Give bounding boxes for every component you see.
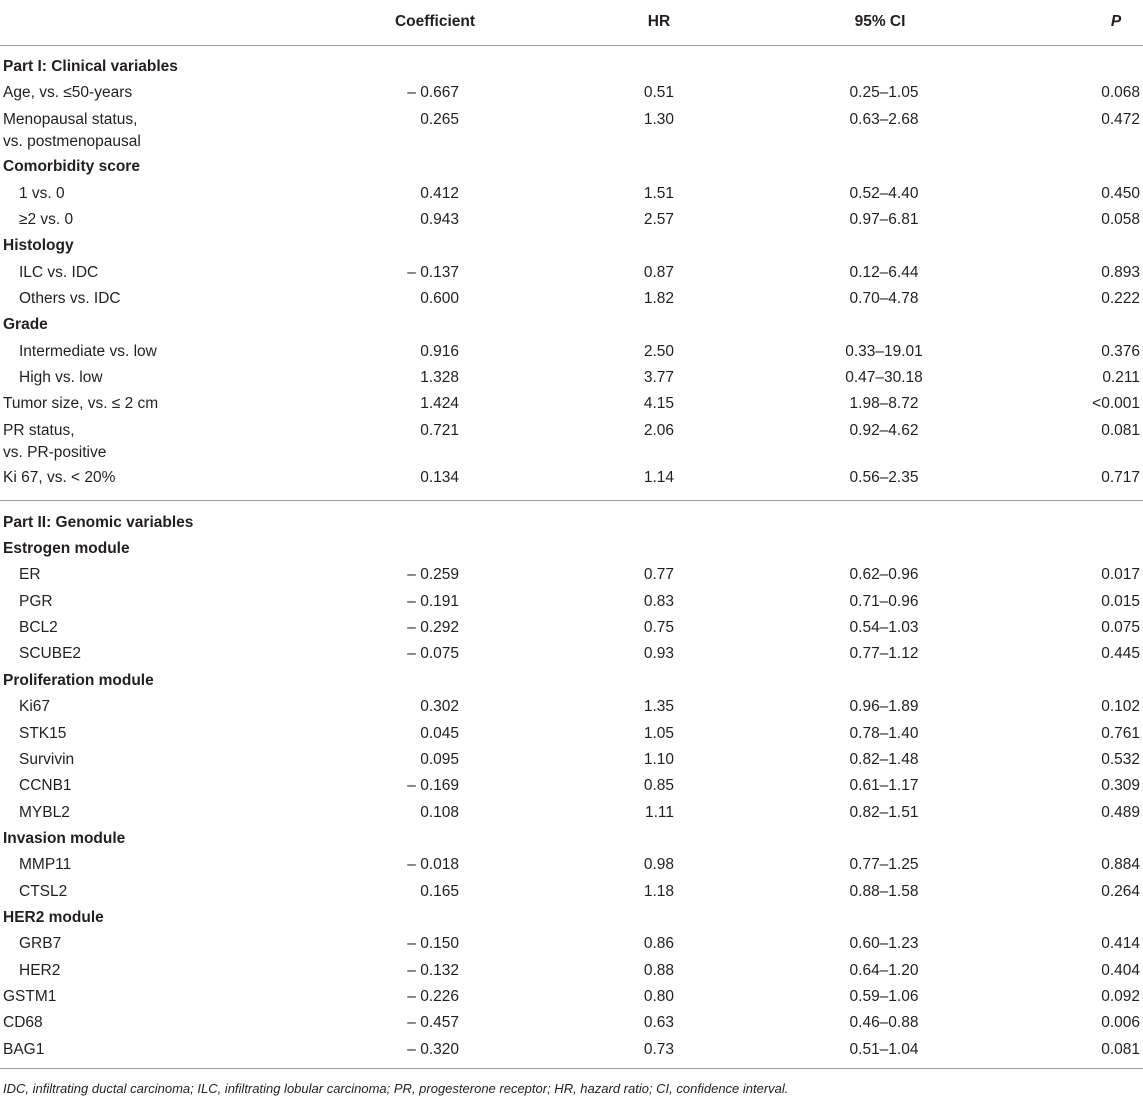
hr-value: 1.82 xyxy=(643,290,674,308)
ci-value: 0.33–19.01 xyxy=(845,342,923,360)
p-value: 0.445 xyxy=(1101,645,1140,663)
ci-value: 0.51–1.04 xyxy=(849,1040,919,1058)
ci-value: 0.56–2.35 xyxy=(849,469,919,487)
coefficient-value: – 0.226 xyxy=(407,987,459,1005)
variable-label: ILC vs. IDC xyxy=(19,263,99,281)
coefficient-value: 0.108 xyxy=(420,803,459,821)
ci-value: 0.59–1.06 xyxy=(849,987,919,1005)
row-grb7 xyxy=(0,931,1143,957)
hr-value: 0.83 xyxy=(643,592,674,610)
row-bag1 xyxy=(0,1037,1143,1063)
variable-label: HER2 xyxy=(19,961,61,979)
group-label: Invasion module xyxy=(3,829,126,847)
coefficient-value: 0.265 xyxy=(420,110,459,128)
coefficient-value: – 0.457 xyxy=(407,1014,459,1032)
row-pr-status xyxy=(0,418,1143,466)
ci-value: 0.96–1.89 xyxy=(849,698,919,716)
ci-value: 0.78–1.40 xyxy=(849,724,919,742)
row-mybl2 xyxy=(0,800,1143,826)
group-heading-her2 xyxy=(0,905,1143,931)
row-grade-intermediate xyxy=(0,339,1143,365)
p-value: 0.376 xyxy=(1101,342,1140,360)
row-gstm1 xyxy=(0,984,1143,1010)
row-ki-67 xyxy=(0,465,1143,491)
hr-value: 0.93 xyxy=(643,645,674,663)
variable-label: Intermediate vs. low xyxy=(19,342,157,360)
p-value: 0.092 xyxy=(1101,987,1140,1005)
hr-value: 0.63 xyxy=(643,1014,674,1032)
variable-label: CCNB1 xyxy=(19,777,72,795)
group-heading-invasion xyxy=(0,826,1143,852)
variable-label: GSTM1 xyxy=(3,987,57,1005)
hr-value: 1.11 xyxy=(644,803,674,821)
ci-value: 0.52–4.40 xyxy=(849,184,919,202)
hr-value: 0.51 xyxy=(643,84,674,102)
row-mmp11 xyxy=(0,852,1143,878)
row-comorbidity-2plus xyxy=(0,207,1143,233)
hr-value: 2.50 xyxy=(643,342,674,360)
p-value: 0.489 xyxy=(1101,803,1140,821)
hr-value: 1.18 xyxy=(643,882,674,900)
coefficient-value: – 0.259 xyxy=(407,566,459,584)
row-grade-high xyxy=(0,365,1143,391)
hr-value: 0.80 xyxy=(643,987,674,1005)
group-heading-proliferation xyxy=(0,668,1143,694)
hr-value: 1.10 xyxy=(643,750,674,768)
ci-value: 0.25–1.05 xyxy=(849,84,919,102)
coefficient-value: 0.412 xyxy=(420,184,459,202)
p-value: 0.404 xyxy=(1101,961,1140,979)
ci-value: 0.97–6.81 xyxy=(849,211,919,229)
ci-value: 0.77–1.25 xyxy=(849,856,919,874)
header-p: P xyxy=(1110,13,1122,30)
ci-value: 0.60–1.23 xyxy=(849,935,919,953)
variable-label: Survivin xyxy=(19,750,75,768)
variable-label: Age, vs. ≤50-years xyxy=(3,84,133,102)
variable-label: ≥2 vs. 0 xyxy=(19,211,74,229)
p-value: 0.017 xyxy=(1101,566,1140,584)
group-label: HER2 module xyxy=(3,908,104,926)
variable-label: Others vs. IDC xyxy=(19,290,121,308)
variable-label: PGR xyxy=(19,592,53,610)
hr-value: 0.77 xyxy=(643,566,674,584)
p-value: 0.893 xyxy=(1101,263,1140,281)
variable-label: PR status, vs. PR-positive xyxy=(3,421,107,461)
group-label: Histology xyxy=(3,237,74,255)
hr-value: 1.14 xyxy=(643,469,674,487)
coefficient-value: – 0.169 xyxy=(407,777,459,795)
p-value: 0.222 xyxy=(1101,290,1140,308)
variable-label: CD68 xyxy=(3,1014,43,1032)
ci-value: 0.46–0.88 xyxy=(849,1014,919,1032)
p-value: 0.309 xyxy=(1101,777,1140,795)
coefficient-value: 1.328 xyxy=(420,369,459,387)
row-stk15 xyxy=(0,721,1143,747)
ci-value: 0.88–1.58 xyxy=(849,882,919,900)
ci-value: 0.12–6.44 xyxy=(849,263,919,281)
variable-label: Tumor size, vs. ≤ 2 cm xyxy=(3,395,159,413)
group-heading-comorbidity xyxy=(0,154,1143,180)
hr-value: 0.73 xyxy=(643,1040,674,1058)
p-value: 0.068 xyxy=(1101,84,1140,102)
p-value: <0.001 xyxy=(1092,395,1140,413)
row-bcl2 xyxy=(0,615,1143,641)
variable-label: CTSL2 xyxy=(19,882,68,900)
p-value: 0.081 xyxy=(1101,1040,1140,1058)
row-age xyxy=(0,80,1143,106)
coefficient-value: – 0.018 xyxy=(407,856,459,874)
row-histology-ilc xyxy=(0,260,1143,286)
ci-value: 0.82–1.51 xyxy=(849,803,919,821)
row-scube2 xyxy=(0,641,1143,667)
variable-label: BAG1 xyxy=(3,1040,45,1058)
coefficient-value: – 0.075 xyxy=(407,645,459,663)
header-coefficient: Coefficient xyxy=(394,13,476,30)
table-header xyxy=(0,0,1143,46)
hr-value: 0.86 xyxy=(643,935,674,953)
section-title: Part II: Genomic variables xyxy=(3,513,194,531)
p-value: 0.075 xyxy=(1101,619,1140,637)
variable-label: High vs. low xyxy=(19,369,103,387)
p-value: 0.414 xyxy=(1101,935,1140,953)
coefficient-value: – 0.191 xyxy=(407,592,459,610)
hr-value: 2.06 xyxy=(643,421,674,439)
hr-value: 0.98 xyxy=(643,856,674,874)
ci-value: 0.71–0.96 xyxy=(849,592,919,610)
coefficient-value: – 0.320 xyxy=(407,1040,459,1058)
p-value: 0.102 xyxy=(1101,698,1140,716)
p-value: 0.472 xyxy=(1101,110,1140,128)
ci-value: 0.70–4.78 xyxy=(849,290,919,308)
coefficient-value: 0.045 xyxy=(420,724,459,742)
coefficient-value: – 0.150 xyxy=(407,935,459,953)
row-her2 xyxy=(0,958,1143,984)
hr-value: 2.57 xyxy=(643,211,674,229)
group-label: Estrogen module xyxy=(3,540,130,558)
coefficient-value: 0.916 xyxy=(420,342,459,360)
ci-value: 0.92–4.62 xyxy=(849,421,919,439)
ci-value: 0.64–1.20 xyxy=(849,961,919,979)
hr-value: 0.87 xyxy=(643,263,674,281)
header-ci: 95% CI xyxy=(854,13,906,30)
row-histology-others xyxy=(0,286,1143,312)
hr-value: 1.05 xyxy=(643,724,674,742)
coefficient-value: 0.134 xyxy=(420,469,459,487)
group-label: Comorbidity score xyxy=(3,158,140,176)
hr-value: 3.77 xyxy=(643,369,674,387)
p-value: 0.006 xyxy=(1101,1014,1140,1032)
coefficient-value: – 0.667 xyxy=(407,84,459,102)
p-value: 0.081 xyxy=(1101,421,1140,439)
ci-value: 1.98–8.72 xyxy=(849,395,919,413)
hr-value: 1.30 xyxy=(643,110,674,128)
p-value: 0.015 xyxy=(1101,592,1140,610)
section-title-part2 xyxy=(0,510,1143,536)
coefficient-value: – 0.292 xyxy=(407,619,459,637)
row-ccnb1 xyxy=(0,773,1143,799)
variable-label: 1 vs. 0 xyxy=(19,184,65,202)
variable-label: MYBL2 xyxy=(19,803,70,821)
coefficient-value: 0.943 xyxy=(420,211,459,229)
hr-value: 1.35 xyxy=(643,698,674,716)
group-label: Grade xyxy=(3,316,48,334)
coefficient-value: 0.095 xyxy=(420,750,459,768)
row-pgr xyxy=(0,589,1143,615)
p-value: 0.058 xyxy=(1101,211,1140,229)
coefficient-value: – 0.132 xyxy=(407,961,459,979)
variable-label: Ki67 xyxy=(19,698,51,716)
hr-value: 0.85 xyxy=(643,777,674,795)
variable-label: SCUBE2 xyxy=(19,645,82,663)
p-value: 0.264 xyxy=(1101,882,1140,900)
row-ki67 xyxy=(0,694,1143,720)
ci-value: 0.47–30.18 xyxy=(845,369,923,387)
row-tumor-size xyxy=(0,391,1143,417)
row-ctsl2 xyxy=(0,879,1143,905)
section-genomic-variables xyxy=(0,500,1143,1069)
row-menopausal-status xyxy=(0,107,1143,155)
hr-value: 1.51 xyxy=(643,184,674,202)
ci-value: 0.54–1.03 xyxy=(849,619,919,637)
variable-label: MMP11 xyxy=(19,856,72,874)
coefficient-value: 1.424 xyxy=(420,395,459,413)
hr-value: 0.75 xyxy=(643,619,674,637)
row-cd68 xyxy=(0,1010,1143,1036)
coefficient-value: 0.302 xyxy=(420,698,459,716)
variable-label: BCL2 xyxy=(19,619,58,637)
ci-value: 0.63–2.68 xyxy=(849,110,919,128)
coefficient-value: – 0.137 xyxy=(407,263,459,281)
group-label: Proliferation module xyxy=(3,671,154,689)
p-value: 0.532 xyxy=(1101,750,1140,768)
ci-value: 0.61–1.17 xyxy=(849,777,919,795)
row-survivin xyxy=(0,747,1143,773)
p-value: 0.761 xyxy=(1101,724,1140,742)
section-title: Part I: Clinical variables xyxy=(3,58,178,75)
hr-value: 0.88 xyxy=(643,961,674,979)
coefficient-value: 0.165 xyxy=(420,882,459,900)
section-title-part1 xyxy=(0,54,1143,80)
table-footnote: IDC, infiltrating ductal carcinoma; ILC, infiltrating lobular carcinoma; PR, progesterone receptor; HR, hazard ratio; CI, confidence interval. xyxy=(3,1080,789,1096)
variable-label: STK15 xyxy=(19,724,67,742)
row-comorbidity-1 xyxy=(0,181,1143,207)
section-clinical-variables xyxy=(0,46,1143,500)
ci-value: 0.82–1.48 xyxy=(849,750,919,768)
hr-value: 4.15 xyxy=(643,395,674,413)
p-value: 0.717 xyxy=(1101,469,1140,487)
variable-label: Menopausal status, vs. postmenopausal xyxy=(3,110,141,150)
coefficient-value: 0.721 xyxy=(420,421,459,439)
group-heading-histology xyxy=(0,233,1143,259)
p-value: 0.450 xyxy=(1101,184,1140,202)
coefficient-value: 0.600 xyxy=(420,290,459,308)
p-value: 0.884 xyxy=(1101,856,1140,874)
p-value: 0.211 xyxy=(1102,369,1140,387)
header-hr: HR xyxy=(647,13,671,30)
group-heading-estrogen xyxy=(0,536,1143,562)
ci-value: 0.62–0.96 xyxy=(849,566,919,584)
ci-value: 0.77–1.12 xyxy=(849,645,919,663)
row-er xyxy=(0,562,1143,588)
variable-label: GRB7 xyxy=(19,935,62,953)
group-heading-grade xyxy=(0,312,1143,338)
variable-label: ER xyxy=(19,566,41,584)
variable-label: Ki 67, vs. < 20% xyxy=(3,469,116,487)
